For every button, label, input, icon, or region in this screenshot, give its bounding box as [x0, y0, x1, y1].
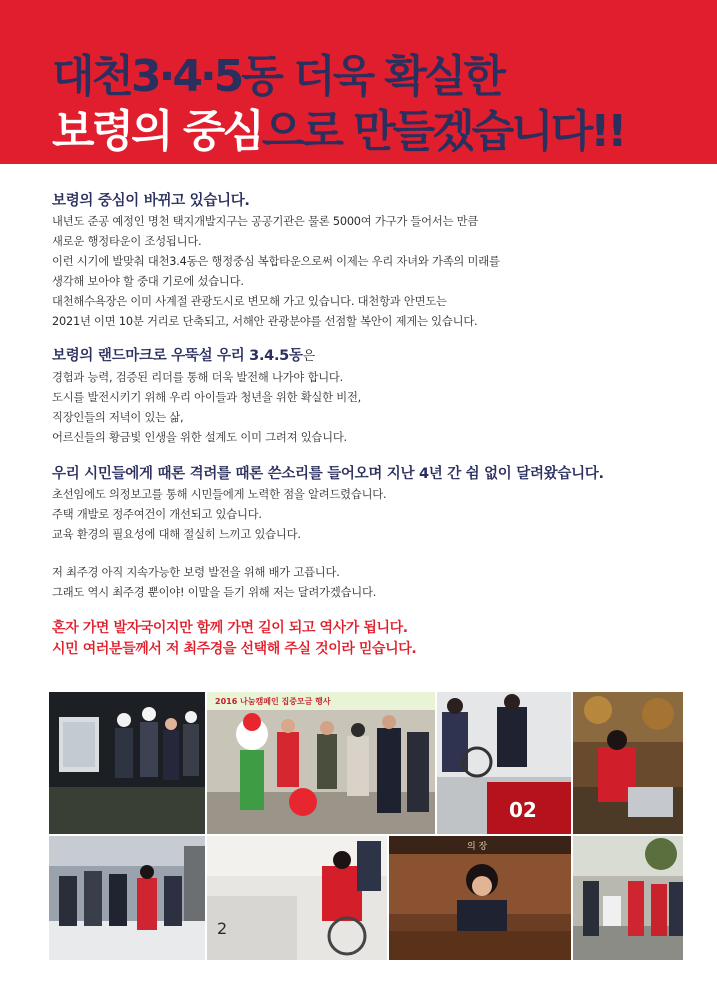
section-1-line: 2021년 이면 10분 거리로 단축되고, 서해안 관광분야를 선점할 복안이 제게는 있습니다.: [52, 315, 478, 328]
section-3-line: 초선임에도 의정보고를 통해 시민들에게 노력한 점을 알려드렸습니다.: [52, 488, 387, 501]
headline-line-2: [52, 106, 625, 157]
section-2-line: 직장인들의 저녁이 있는 삶,: [52, 411, 184, 424]
section-1-line: 생각해 보아야 할 중대 기로에 섰습니다.: [52, 275, 244, 288]
section-1-line: 내년도 준공 예정인 명천 택지개발지구는 공공기관은 물론 5000여 가구가 들어서는 만큼: [52, 215, 479, 228]
photo-street-visit: [573, 836, 683, 960]
photo-nursing-home: [207, 836, 387, 960]
section-1-line: 대천해수욕장은 이미 사계절 관광도시로 변모해 가고 있습니다. 대천항과 안면도는: [52, 295, 447, 308]
headline-line-1: 대천3·4·5동 더욱 확실한: [52, 51, 503, 102]
headline-highlight: 보령의 중심: [52, 106, 262, 157]
section-3-heading: 우리 시민들에게 때론 격려를 때론 쓴소리를 들어오며 지난 4년 간 쉼 없이 달려왔습니다.: [52, 466, 604, 482]
photo-charity-event: [207, 692, 435, 834]
section-2-heading: [52, 345, 672, 368]
photo-farm-visit: [573, 692, 683, 834]
extra-line: 그래도 역시 최주경 뿐이야! 이말을 듣기 위해 저는 달려가겠습니다.: [52, 586, 377, 599]
section-2-line: 도시를 발전시키기 위해 우리 아이들과 청년을 위한 확실한 비전,: [52, 391, 362, 404]
bed-tag: 2: [217, 919, 228, 938]
section-2: [52, 345, 672, 448]
section-3: [52, 463, 672, 545]
event-banner-text: 2016 나눔캠페인 집중모금 행사: [215, 697, 331, 706]
headline-rest: 으로 만들겠습니다!!: [261, 106, 625, 157]
photo-wheelchair-visit: [437, 692, 571, 834]
extra-lines: [52, 563, 672, 603]
section-2-heading-bold: 보령의 랜드마크로 우뚝설 우리 3.4.5동: [52, 348, 303, 364]
photo-council-speech: [389, 836, 571, 960]
section-3-line: 교육 환경의 필요성에 대해 절실히 느끼고 있습니다.: [52, 528, 301, 541]
closing-message: [52, 618, 672, 659]
photo-winter-visit: [49, 836, 205, 960]
section-2-line: 어르신들의 황금빛 인생을 위한 설계도 이미 그려져 있습니다.: [52, 431, 347, 444]
photo-site-visit: [49, 692, 205, 834]
body-text: [52, 190, 672, 659]
closing-line: 혼자 가면 발자국이지만 함께 가면 길이 되고 역사가 됩니다.: [52, 620, 408, 636]
closing-line: 시민 여러분들께서 저 최주경을 선택해 주실 것이라 믿습니다.: [52, 640, 417, 657]
photo-collage: [49, 692, 683, 960]
council-sign: 의 장: [467, 842, 488, 852]
section-2-line: 경험과 능력, 검증된 리더를 통해 더욱 발전해 나가야 합니다.: [52, 371, 344, 384]
section-2-heading-tail: 은: [302, 349, 315, 364]
section-1-line: 이런 시기에 발맞춰 대천3.4동은 행정중심 복합타운으로써 이제는 우리 자녀와 가족의 미래를: [52, 255, 500, 268]
section-1: [52, 190, 672, 332]
section-3-line: 주택 개발로 정주여건이 개선되고 있습니다.: [52, 508, 262, 521]
extra-line: 저 최주경 아직 지속가능한 보령 발전을 위해 배가 고픕니다.: [52, 566, 340, 579]
section-1-heading: 보령의 중심이 바뀌고 있습니다.: [52, 193, 250, 209]
section-1-line: 새로운 행정타운이 조성됩니다.: [52, 235, 202, 248]
wheelchair-tag: 02: [509, 798, 537, 822]
